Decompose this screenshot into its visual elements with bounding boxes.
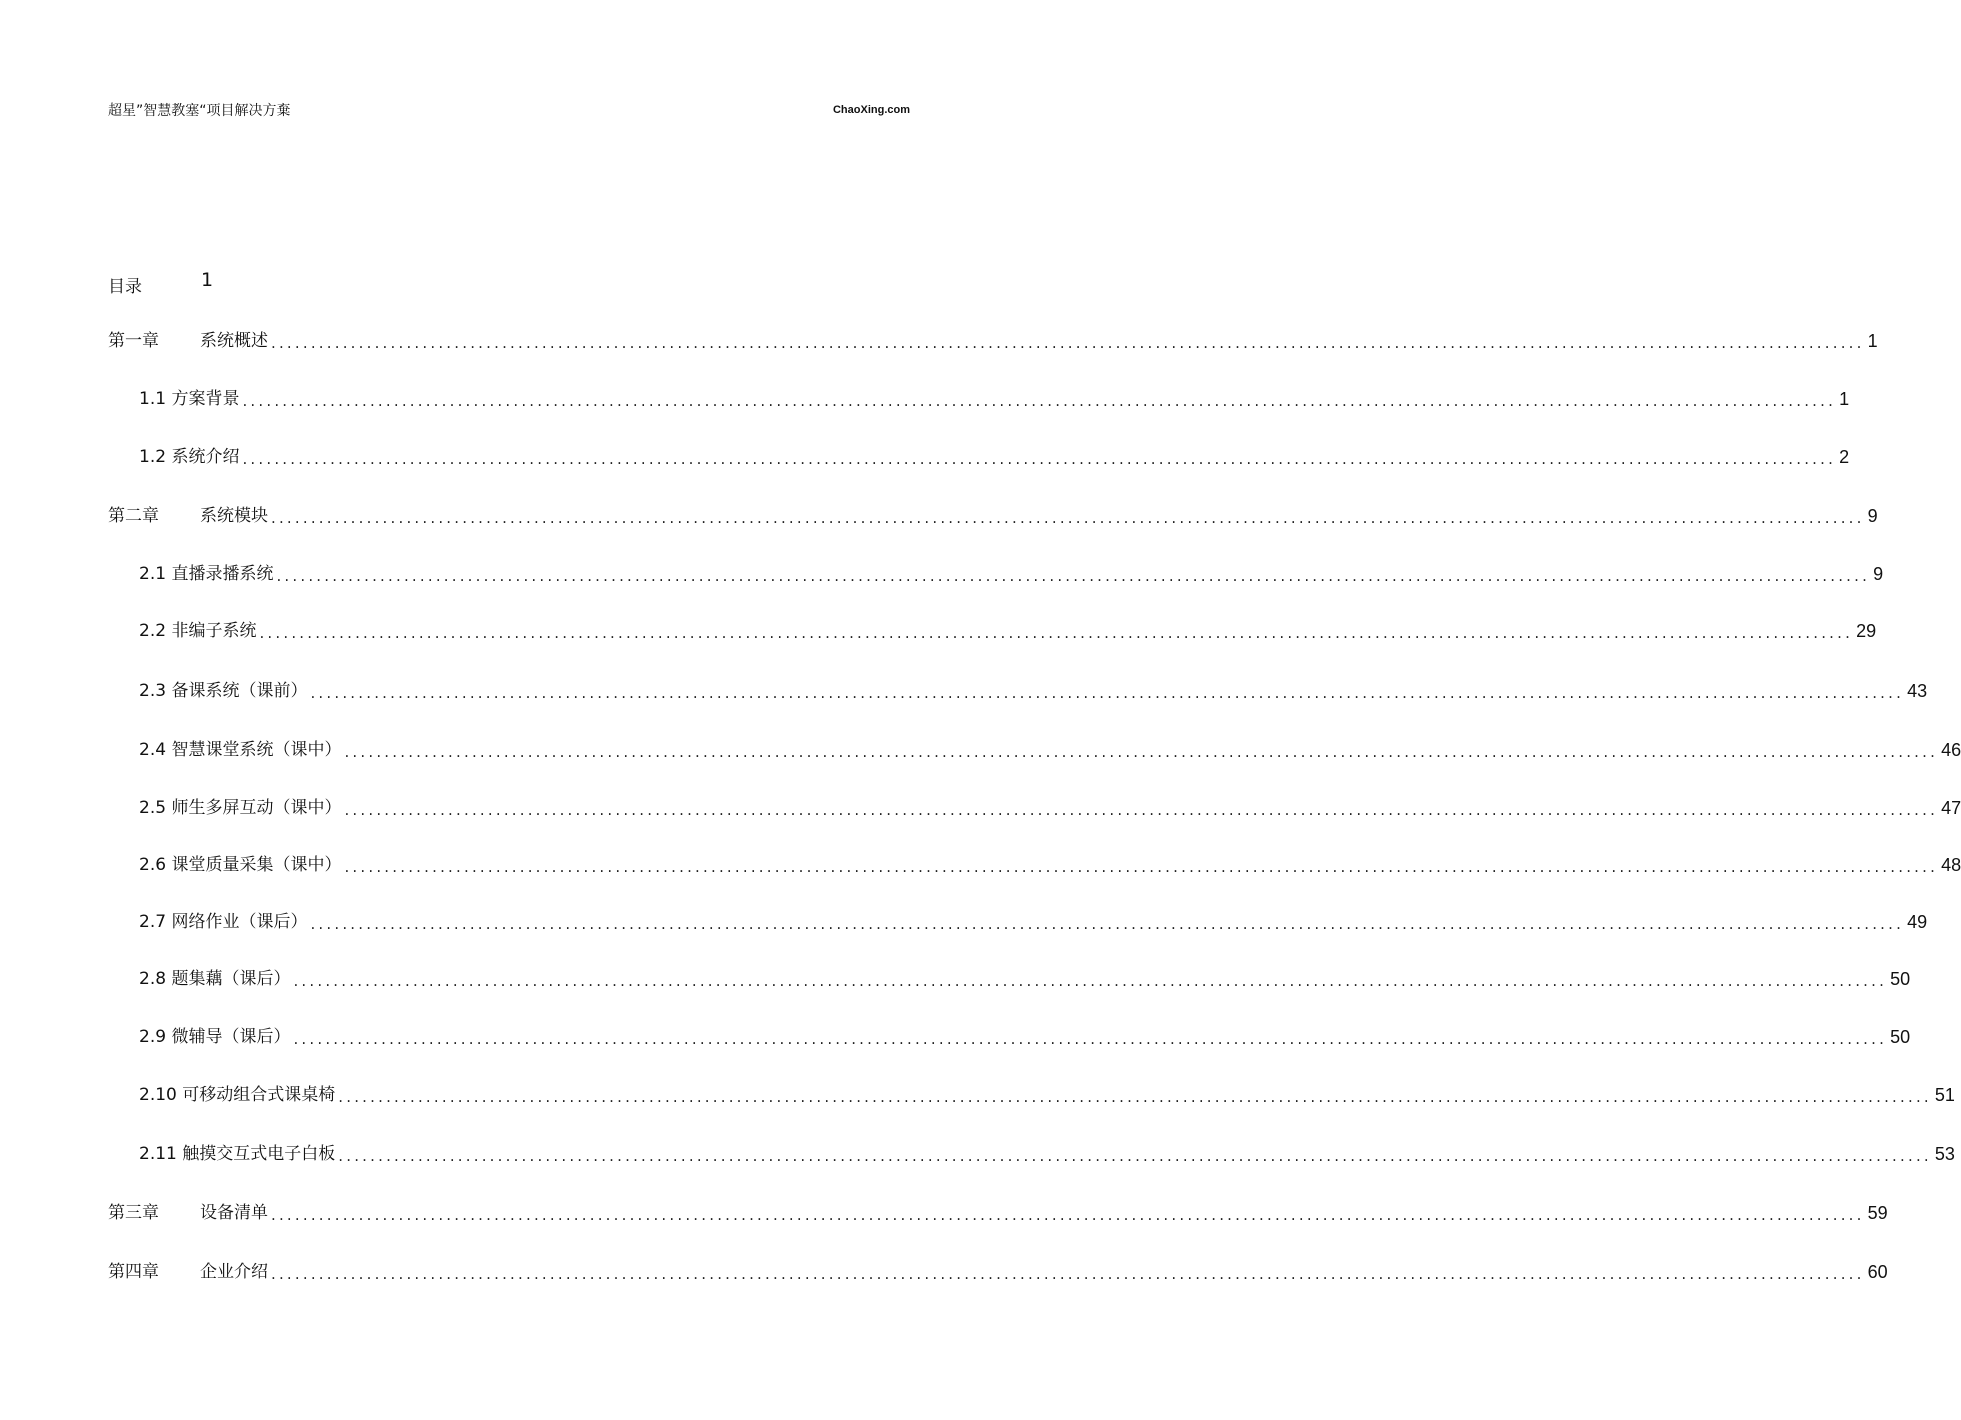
toc-entry-page: 43 (1907, 681, 1928, 701)
toc-entry[interactable] (108, 908, 1928, 936)
toc-entry-chapter: 第一章 (108, 331, 159, 351)
toc-entry-title: 2.2 非编子系统 (139, 621, 257, 641)
toc-entry-leader: ........................................................................................................................................................................................................ (271, 1265, 1865, 1283)
toc-entry-title: 1.2 系统介绍 (139, 447, 240, 467)
toc-entry-page: 1 (1839, 389, 1850, 409)
toc-entry-leader: ........................................................................................................................................................................................................ (271, 334, 1865, 352)
toc-entry[interactable] (108, 794, 1961, 822)
toc-entry-title: 2.6 课堂质量采集（课中） (139, 855, 342, 875)
document-header-brand: ChaoXing.com (832, 104, 910, 116)
toc-entry-leader: ........................................................................................................................................................................................................ (271, 1206, 1865, 1224)
toc-entry-leader: ........................................................................................................................................................................................................ (310, 684, 1905, 702)
toc-entry-page: 9 (1867, 506, 1878, 526)
toc-entry[interactable] (108, 560, 1884, 588)
toc-entry-page: 50 (1890, 1027, 1911, 1047)
toc-entry-leader: ........................................................................................................................................................................................................ (344, 743, 1939, 761)
toc-entry[interactable] (108, 677, 1928, 705)
toc-entry-chapter: 第三章 (108, 1203, 159, 1223)
toc-entry-title: 2.1 直播录播系统 (139, 564, 274, 584)
toc-entry-page: 60 (1867, 1262, 1888, 1282)
toc-entry-leader: ........................................................................................................................................................................................................ (338, 1147, 1932, 1165)
toc-entry-leader: ........................................................................................................................................................................................................ (271, 509, 1865, 527)
toc-entry-page: 9 (1873, 564, 1884, 584)
toc-entry-page: 51 (1934, 1085, 1955, 1105)
toc-entry-title: 2.11 触摸交互式电子白板 (139, 1144, 336, 1164)
toc-entry-page: 59 (1867, 1203, 1888, 1223)
toc-heading (108, 269, 228, 297)
toc-entry-chapter: 第二章 (108, 506, 159, 526)
toc-entry-title: 2.10 可移动组合式课桌椅 (139, 1085, 336, 1105)
toc-entry[interactable] (108, 851, 1961, 879)
toc-entry-chapter: 第四章 (108, 1262, 159, 1282)
toc-entry-leader: ........................................................................................................................................................................................................ (293, 1030, 1888, 1048)
toc-entry[interactable] (108, 1199, 1888, 1227)
toc-entry-page: 2 (1839, 447, 1850, 467)
toc-entry-leader: ........................................................................................................................................................................................................ (293, 972, 1888, 990)
toc-entry[interactable] (108, 1081, 1955, 1109)
toc-entry-page: 47 (1941, 798, 1961, 818)
toc-entry-leader: ........................................................................................................................................................................................................ (310, 915, 1905, 933)
toc-entry-leader: ........................................................................................................................................................................................................ (242, 450, 1837, 468)
toc-entry[interactable] (108, 385, 1850, 413)
toc-entry-page: 49 (1907, 912, 1928, 932)
toc-entry-leader: ........................................................................................................................................................................................................ (344, 858, 1939, 876)
toc-entry[interactable] (108, 736, 1961, 764)
toc-entry-leader: ........................................................................................................................................................................................................ (242, 392, 1837, 410)
document-header-title: 超星”智慧教塞“项目解决方棄 (108, 103, 291, 119)
toc-entry-title: 2.9 微辅导（课后） (139, 1027, 291, 1047)
toc-entry-leader: ........................................................................................................................................................................................................ (276, 567, 1871, 585)
toc-heading-page: 1 (201, 269, 214, 291)
toc-entry-page: 46 (1941, 740, 1961, 760)
toc-entry-leader: ........................................................................................................................................................................................................ (344, 801, 1939, 819)
toc-entry-title: 设备清单 (200, 1203, 268, 1223)
toc-entry-page: 50 (1890, 969, 1911, 989)
toc-entry[interactable] (108, 502, 1878, 530)
toc-entry-page: 48 (1941, 855, 1961, 875)
toc-entry-page: 29 (1856, 621, 1877, 641)
toc-heading-label: 目录 (108, 277, 142, 297)
toc-entry-title: 2.5 师生多屏互动（课中） (139, 798, 342, 818)
toc-entry-title: 2.8 题集藕（课后） (139, 969, 291, 989)
toc-entry-title: 系统概述 (200, 331, 268, 351)
toc-entry-page: 1 (1867, 331, 1878, 351)
toc-entry-title: 2.3 备课系统（课前） (139, 681, 308, 701)
toc-entry[interactable] (108, 443, 1850, 471)
toc-entry-title: 2.4 智慧课堂系统（课中） (139, 740, 342, 760)
toc-entry[interactable] (108, 1258, 1888, 1286)
toc-entry-title: 企业介绍 (200, 1262, 268, 1282)
toc-entry-title: 1.1 方案背景 (139, 389, 240, 409)
toc-entry-leader: ........................................................................................................................................................................................................ (259, 624, 1854, 642)
toc-entry[interactable] (108, 1023, 1911, 1051)
toc-entry[interactable] (108, 1140, 1955, 1168)
toc-entry-title: 2.7 网络作业（课后） (139, 912, 308, 932)
toc-entry-page: 53 (1934, 1144, 1955, 1164)
toc-entry-title: 系统模块 (200, 506, 268, 526)
toc-entry-leader: ........................................................................................................................................................................................................ (338, 1088, 1932, 1106)
toc-entry[interactable] (108, 965, 1911, 993)
toc-entry[interactable] (108, 617, 1877, 645)
toc-entry[interactable] (108, 327, 1878, 355)
